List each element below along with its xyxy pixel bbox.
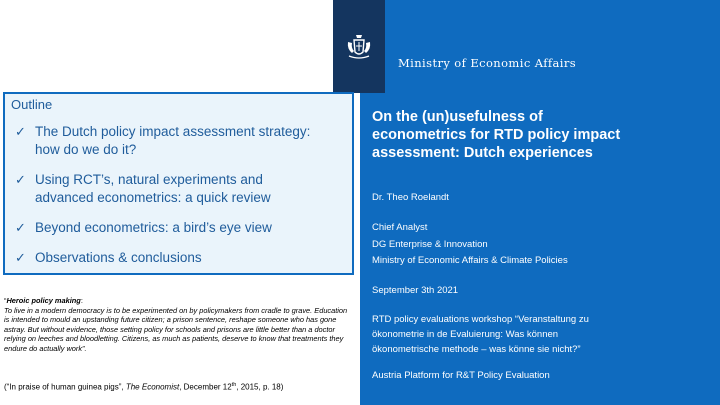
- outline-box: [3, 92, 354, 275]
- government-logo: [333, 0, 385, 93]
- outline-item: [11, 171, 346, 207]
- economist-quote: “Heroic policy making: To live in a modern democracy is to be experimented on by policymakers from cradle to grave. Education is intended to mould an upstanding future citizen; a prison sentence, reshape someone who has gone astray. But without evidence, those setting policy for schools and prisons are little better than a doctor relying on leeches and bloodletting. Citizens, as much as patients, deserve to know that treatments they endure do actually work”.: [4, 296, 348, 353]
- checkmark-icon: ✓: [15, 250, 26, 265]
- quote-title: Heroic policy making: [6, 296, 81, 305]
- event-platform: Austria Platform for R&T Policy Evaluation: [372, 370, 550, 381]
- quote-citation: [4, 382, 283, 392]
- title-line: On the (un)usefulness of: [372, 109, 543, 125]
- event-line: ökonometrie in de Evaluierung: Was können: [372, 329, 559, 340]
- outline-item-text: Beyond econometrics: a bird’s eye view: [35, 220, 272, 235]
- outline-item-text: The Dutch policy impact assessment strategy:: [35, 124, 311, 139]
- citation-page: , 2015, p. 18): [236, 382, 284, 392]
- author-organization: Ministry of Economic Affairs & Climate Policies: [372, 255, 568, 266]
- author-role: Chief Analyst: [372, 222, 428, 233]
- outline-item-text: Using RCT’s, natural experiments and: [35, 172, 263, 187]
- presentation-date: September 3th 2021: [372, 285, 459, 296]
- title-line: econometrics for RTD policy impact: [372, 127, 621, 143]
- title-line: assessment: Dutch experiences: [372, 145, 593, 161]
- outline-item-text: advanced econometrics: a quick review: [35, 190, 271, 205]
- outline-title: Outline: [11, 97, 53, 112]
- dutch-coat-of-arms-icon: [344, 32, 374, 62]
- quote-body: To live in a modern democracy is to be experimented on by policymakers from cradle to grave. Education is intended to mould an upstanding future citizen; a prison sentence, reshape someone who has gone astray. But without evidence, those setting policy for schools and prisons are little better than a doctor relying on leeches and bloodletting. Citizens, as much as patients, deserve to know that treatments they endure do actually work”.: [4, 305, 348, 353]
- author-name: Dr. Theo Roelandt: [372, 192, 449, 203]
- citation-superscript: th: [231, 382, 237, 388]
- author-department: DG Enterprise & Innovation: [372, 239, 488, 250]
- event-line: ökonometrische methode – was könne sie nicht?”: [372, 344, 581, 355]
- event-line: RTD policy evaluations workshop “Veranstaltung zu: [372, 314, 589, 325]
- citation-source: The Economist: [125, 382, 180, 392]
- outline-item-text: how do we do it?: [35, 142, 137, 157]
- citation-date: , December 12: [179, 382, 232, 392]
- checkmark-icon: ✓: [15, 220, 26, 235]
- event-name: [372, 312, 712, 357]
- ministry-name: Ministry of Economic Affairs: [398, 56, 577, 70]
- outline-item-text: Observations & conclusions: [35, 250, 202, 265]
- citation-text: (“In praise of human guinea pigs”,: [4, 382, 126, 392]
- checkmark-icon: ✓: [15, 172, 26, 187]
- checkmark-icon: ✓: [15, 124, 26, 139]
- outline-item: [11, 123, 346, 159]
- outline-item: [11, 219, 346, 237]
- outline-item: [11, 249, 346, 267]
- presentation-title: [372, 108, 712, 162]
